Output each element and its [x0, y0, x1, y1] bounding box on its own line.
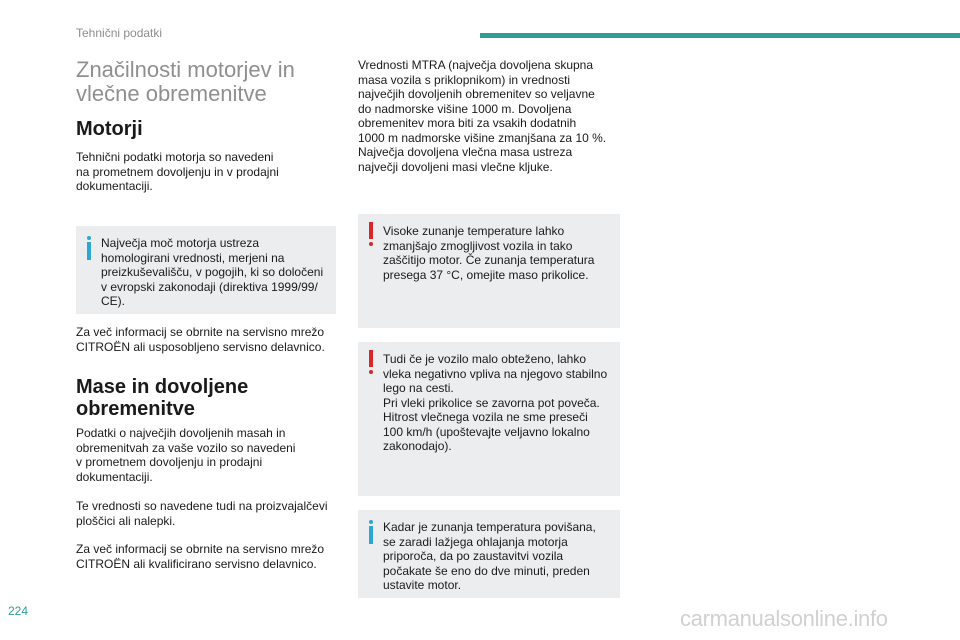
header-accent-bar — [480, 33, 960, 38]
masses-paragraph-1: Podatki o največjih dovoljenih masah in obremenitvah za vaše vozilo so navedeni v prometnem dovoljenju in prodajni dokumentaciji. — [76, 426, 296, 484]
info-box-cooling — [358, 510, 620, 598]
masses-heading: Mase in dovoljene obremenitve — [76, 376, 249, 420]
info-cooling-text: Kadar je zunanja temperatura povišana, se zaradi lažjega ohlajanja motorja priporoča, da po zaustavitvi vozila počakate še eno do dve minuti, preden ustavite motor. — [383, 520, 596, 592]
masses-paragraph-2: Te vrednosti so navedene tudi na proizvajalčevi ploščici ali nalepki. — [76, 499, 328, 528]
warning-box-temperature — [358, 214, 620, 328]
masses-paragraph-3: Za več informacij se obrnite na servisno mrežo CITROËN ali kvalificirano servisno delavnico. — [76, 542, 325, 571]
warning-icon — [366, 350, 376, 376]
engines-info-text: Največja moč motorja ustreza homologirani vrednosti, merjeni na preizkuševališču, v pogojih, ki so določeni v evropski zakonodaji (direktiva 1999/99/ CE). — [101, 236, 324, 308]
section-header: Tehnični podatki — [76, 26, 163, 40]
warning-towing-text: Tudi če je vozilo malo obteženo, lahko vleka negativno vpliva na njegovo stabilno lego na cesti. Pri vleki prikolice se zavorna pot poveča. Hitrost vlečnega vozila ne sme preseči 100 km/h (upoštevajte veljavno lokalno zakonodajo). — [383, 352, 608, 453]
mtra-paragraph: Vrednosti MTRA (največja dovoljena skupna masa vozila s priklopnikom) in vrednosti največjih dovoljenih obremenitev so veljavne do nadmorske višine 1000 m. Dovoljena obremenitev mora biti za vsakih dodatnih 1000 m nadmorske višine zmanjšana za 10 %. Največja dovoljena vlečna masa ustreza največji dovoljeni masi vlečne kljuke. — [358, 58, 607, 174]
engines-info-box — [76, 226, 336, 314]
warning-icon — [366, 222, 376, 248]
engines-more-info: Za več informacij se obrnite na servisno mrežo CITROËN ali usposobljeno servisno delavnico. — [76, 325, 325, 354]
engines-heading: Motorji — [76, 118, 143, 140]
page-title: Značilnosti motorjev in vlečne obremenitve — [76, 57, 295, 106]
page-number: 224 — [8, 604, 29, 618]
info-icon — [84, 236, 94, 260]
warning-box-towing — [358, 342, 620, 496]
info-icon — [366, 520, 376, 544]
watermark: carmanualsonline.info — [680, 606, 888, 631]
engines-intro: Tehnični podatki motorja so navedeni na prometnem dovoljenju in v prodajni dokumentaciji. — [76, 150, 279, 193]
warning-temperature-text: Visoke zunanje temperature lahko zmanjšajo zmogljivost vozila in tako zaščitijo motor. Če zunanja temperatura presega 37 °C, omejite maso prikolice. — [383, 224, 595, 282]
